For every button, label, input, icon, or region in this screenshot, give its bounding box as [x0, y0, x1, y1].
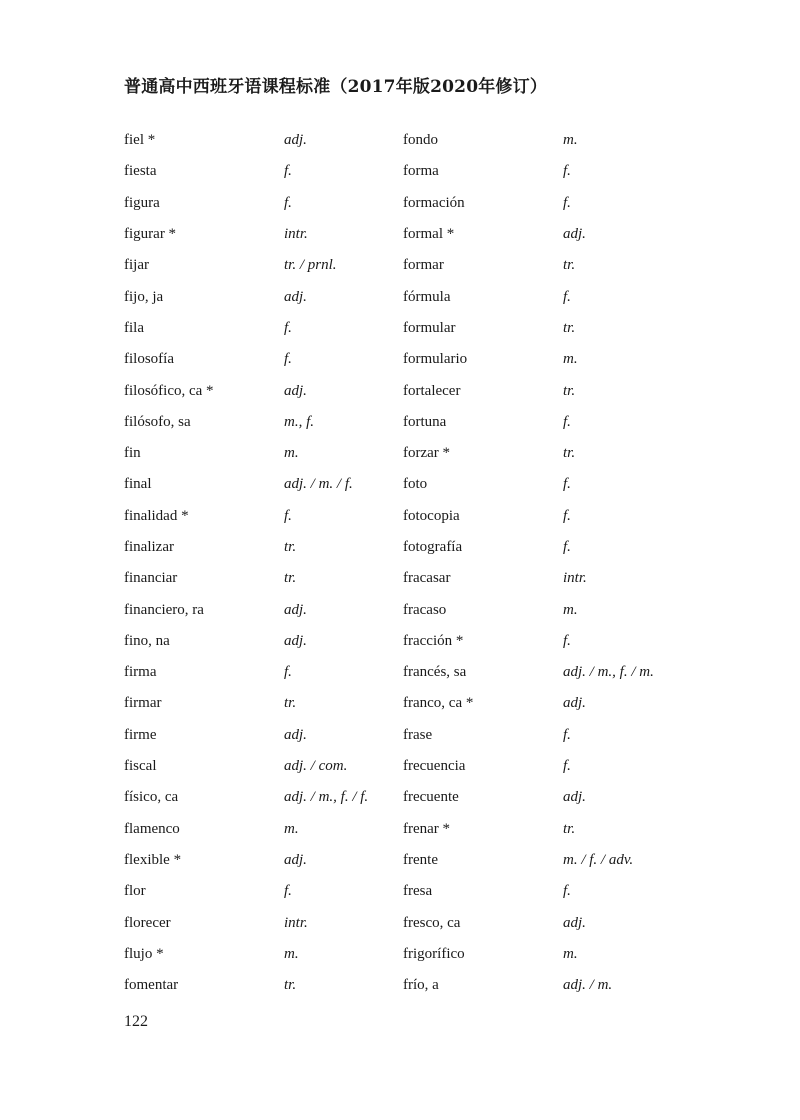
part-of-speech: f.: [284, 319, 292, 336]
vocabulary-word: finalidad *: [124, 507, 189, 524]
vocabulary-word: flujo *: [124, 945, 164, 962]
part-of-speech: f.: [563, 163, 571, 180]
vocabulary-row: [403, 407, 733, 438]
vocabulary-word: filosofía: [124, 351, 174, 368]
part-of-speech: f.: [284, 194, 292, 211]
vocabulary-word: frigorífico: [403, 945, 465, 962]
part-of-speech: f.: [284, 883, 292, 900]
vocabulary-word: fracción *: [403, 632, 464, 649]
vocabulary-word: forma: [403, 163, 439, 180]
vocabulary-word: fracaso: [403, 601, 447, 618]
vocabulary-row: [403, 313, 733, 344]
vocabulary-row: [403, 657, 733, 688]
part-of-speech: m.: [284, 945, 299, 962]
vocabulary-word: filosófico, ca *: [124, 382, 214, 399]
vocabulary-row: [403, 876, 733, 907]
part-of-speech: adj.: [284, 288, 307, 305]
part-of-speech: adj. / com.: [284, 758, 348, 775]
part-of-speech: f.: [563, 758, 571, 775]
part-of-speech: tr.: [284, 977, 297, 994]
part-of-speech: f.: [563, 632, 571, 649]
vocabulary-row: [403, 814, 733, 845]
vocabulary-row: [403, 688, 733, 719]
vocabulary-word: fiesta: [124, 163, 157, 180]
vocabulary-row: [403, 281, 733, 312]
part-of-speech: adj.: [563, 914, 586, 931]
vocabulary-word: frente: [403, 851, 438, 868]
part-of-speech: adj. / m.: [563, 977, 613, 994]
part-of-speech: f.: [284, 664, 292, 681]
vocabulary-word: frecuente: [403, 789, 459, 806]
part-of-speech: intr.: [563, 570, 587, 587]
vocabulary-word: fiscal: [124, 758, 157, 775]
part-of-speech: tr.: [284, 539, 297, 555]
vocabulary-row: [403, 344, 733, 375]
vocabulary-row: [403, 469, 733, 500]
part-of-speech: tr.: [563, 382, 576, 399]
vocabulary-row: [403, 594, 733, 625]
vocabulary-word: frecuencia: [403, 758, 466, 775]
part-of-speech: m., f.: [284, 413, 314, 430]
vocabulary-row: [403, 250, 733, 281]
vocabulary-row: [403, 751, 733, 782]
part-of-speech: adj.: [284, 726, 307, 743]
part-of-speech: m. / f. / adv.: [563, 851, 634, 868]
part-of-speech: tr.: [284, 695, 297, 712]
vocabulary-row: [403, 845, 733, 876]
vocabulary-row: [403, 626, 733, 657]
page-number: 122: [124, 1013, 148, 1030]
part-of-speech: adj.: [563, 695, 586, 712]
vocabulary-word: foto: [403, 476, 428, 493]
vocabulary-row: [403, 156, 733, 187]
vocabulary-word: flamenco: [124, 820, 180, 837]
vocabulary-row: [403, 782, 733, 813]
part-of-speech: f.: [563, 507, 571, 524]
vocabulary-word: fomentar: [124, 977, 179, 994]
vocabulary-word: fracasar: [403, 570, 451, 587]
part-of-speech: adj. / m., f. / f.: [284, 789, 369, 806]
part-of-speech: tr.: [563, 319, 576, 336]
part-of-speech: adj.: [284, 851, 307, 868]
vocabulary-word: fijar: [124, 257, 149, 274]
part-of-speech: adj.: [284, 632, 307, 649]
part-of-speech: adj. / m., f. / m.: [563, 664, 654, 681]
part-of-speech: m.: [563, 351, 578, 368]
vocabulary-row: [403, 907, 733, 938]
vocabulary-word: formar: [403, 257, 444, 274]
part-of-speech: tr.: [563, 257, 576, 274]
vocabulary-word: fondo: [403, 132, 438, 149]
vocabulary-column-right: [403, 125, 733, 1001]
vocabulary-row: [403, 125, 733, 156]
part-of-speech: f.: [284, 351, 292, 368]
part-of-speech: m.: [563, 132, 578, 149]
vocabulary-word: formulario: [403, 351, 468, 368]
vocabulary-word: firma: [124, 664, 157, 681]
part-of-speech: m.: [563, 945, 578, 962]
vocabulary-word: florecer: [124, 914, 171, 931]
vocabulary-word: fortuna: [403, 413, 447, 430]
part-of-speech: adj.: [284, 132, 307, 149]
part-of-speech: tr.: [284, 570, 297, 587]
vocabulary-word: forzar *: [403, 445, 451, 462]
vocabulary-word: figurar *: [124, 226, 177, 243]
part-of-speech: m.: [563, 601, 578, 618]
part-of-speech: f.: [563, 476, 571, 493]
part-of-speech: f.: [563, 726, 571, 743]
part-of-speech: intr.: [284, 226, 308, 243]
vocabulary-word: financiar: [124, 570, 178, 587]
vocabulary-word: figura: [124, 194, 160, 211]
part-of-speech: adj.: [284, 382, 307, 399]
vocabulary-word: finalizar: [124, 539, 174, 555]
part-of-speech: tr.: [563, 445, 576, 462]
part-of-speech: tr.: [563, 820, 576, 837]
vocabulary-word: fin: [124, 445, 141, 462]
part-of-speech: adj. / m. / f.: [284, 476, 353, 493]
vocabulary-row: [403, 720, 733, 751]
vocabulary-row: [403, 438, 733, 469]
vocabulary-row: [403, 970, 733, 1001]
vocabulary-row: [403, 219, 733, 250]
part-of-speech: adj.: [563, 226, 586, 243]
vocabulary-word: fresa: [403, 883, 433, 900]
vocabulary-word: fijo, ja: [124, 288, 164, 305]
vocabulary-word: financiero, ra: [124, 601, 204, 618]
part-of-speech: f.: [563, 288, 571, 305]
vocabulary-word: fino, na: [124, 632, 170, 649]
part-of-speech: intr.: [284, 914, 308, 931]
part-of-speech: adj.: [284, 601, 307, 618]
vocabulary-word: formación: [403, 194, 465, 211]
vocabulary-word: firmar: [124, 695, 162, 712]
part-of-speech: f.: [284, 163, 292, 180]
vocabulary-word: fortalecer: [403, 382, 461, 399]
vocabulary-word: frenar *: [403, 820, 451, 837]
vocabulary-word: fotografía: [403, 539, 463, 555]
part-of-speech: m.: [284, 445, 299, 462]
part-of-speech: f.: [563, 194, 571, 211]
vocabulary-word: flor: [124, 883, 146, 900]
vocabulary-word: formular: [403, 319, 456, 336]
vocabulary-word: formal *: [403, 226, 455, 243]
vocabulary-row: [403, 501, 733, 532]
vocabulary-row: [403, 375, 733, 406]
part-of-speech: f.: [563, 539, 571, 555]
vocabulary-word: fórmula: [403, 288, 451, 305]
vocabulary-word: frío, a: [403, 977, 439, 994]
vocabulary-row: [403, 188, 733, 219]
vocabulary-word: francés, sa: [403, 664, 467, 681]
vocabulary-row: [403, 563, 733, 594]
vocabulary-word: filósofo, sa: [124, 413, 191, 430]
vocabulary-row: [403, 939, 733, 970]
vocabulary-word: franco, ca *: [403, 695, 474, 712]
vocabulary-word: final: [124, 476, 152, 493]
part-of-speech: f.: [284, 507, 292, 524]
page-header-title: 普通高中西班牙语课程标准（2017年版2020年修订）: [124, 77, 548, 97]
vocabulary-word: frase: [403, 726, 433, 743]
vocabulary-word: firme: [124, 726, 157, 743]
vocabulary-word: fotocopia: [403, 507, 460, 524]
vocabulary-word: fiel *: [124, 132, 156, 149]
part-of-speech: adj.: [563, 789, 586, 806]
vocabulary-word: flexible *: [124, 851, 182, 868]
vocabulary-word: físico, ca: [124, 789, 179, 806]
vocabulary-word: fila: [124, 319, 144, 336]
part-of-speech: f.: [563, 413, 571, 430]
part-of-speech: tr. / prnl.: [284, 257, 337, 274]
part-of-speech: f.: [563, 883, 571, 900]
part-of-speech: m.: [284, 820, 299, 837]
vocabulary-word: fresco, ca: [403, 914, 461, 931]
vocabulary-row: [403, 532, 733, 563]
